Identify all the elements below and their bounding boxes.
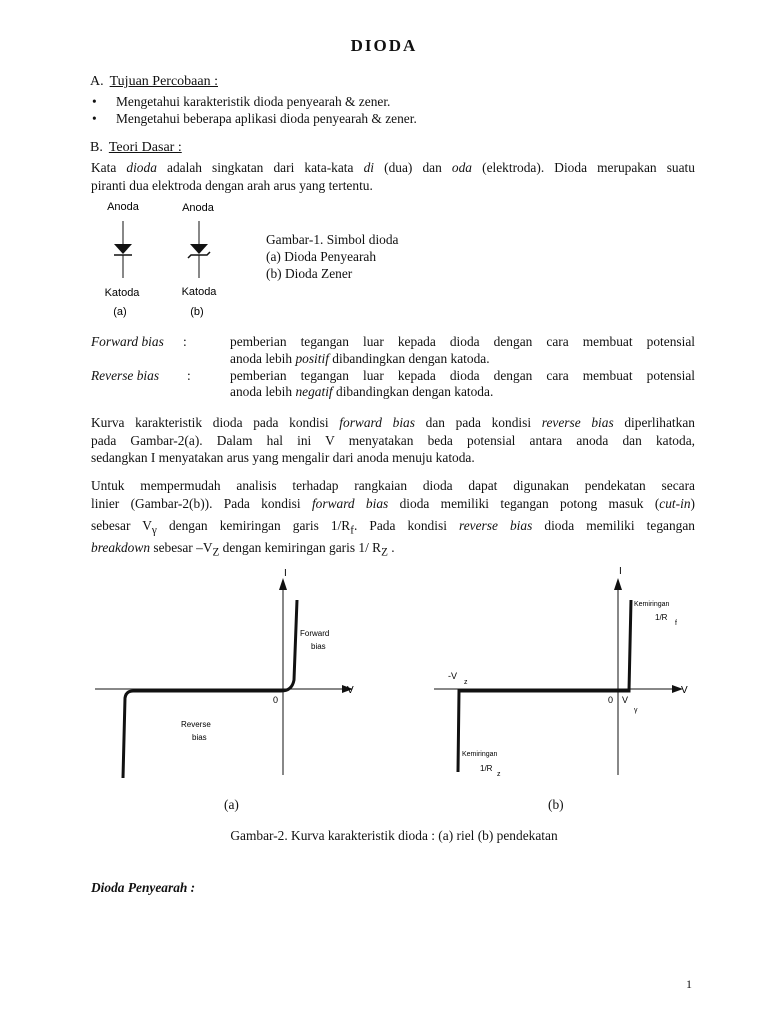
graph-b-slope-f-sub: f — [675, 620, 677, 627]
section-a-heading — [90, 74, 218, 90]
graph-b-neg-vz-sub: z — [464, 679, 468, 686]
diode-symbols-figure — [95, 196, 235, 322]
subheading-dioda-penyearah: Dioda Penyearah : — [91, 880, 196, 895]
intro-line-2: piranti dua elektroda dengan arah arus yang tertentu. — [91, 178, 373, 193]
graph-b-slope-f-1: Kemiringan — [634, 601, 670, 608]
graph-b-vgamma-sub: γ — [634, 707, 638, 714]
reverse-bias-term: Reverse bias — [91, 368, 160, 383]
graph-b-slope-z-2: 1/R — [480, 764, 493, 773]
katoda-label-a: Katoda — [104, 287, 140, 299]
graph-a-reverse-2: bias — [192, 733, 207, 742]
forward-bias-term: Forward bias — [91, 334, 164, 349]
reverse-bias-def-line2: anoda lebih negatif dibandingkan dengan katoda. — [230, 384, 494, 399]
page-title: DIODA — [350, 36, 418, 55]
figure1-caption-a: (a) Dioda Penyearah — [266, 249, 377, 264]
anoda-label-a: Anoda — [107, 201, 139, 213]
anoda-label-b: Anoda — [182, 202, 214, 214]
bullet-item: • Mengetahui beberapa aplikasi dioda penyearah & zener. — [92, 110, 417, 127]
katoda-label-b: Katoda — [181, 286, 217, 298]
graph-b-slope-z-1: Kemiringan — [462, 751, 498, 758]
forward-bias-def-line1: pemberian tegangan luar kepada dioda dengan cara membuat potensial — [230, 334, 695, 349]
figure1-caption-b: (b) Dioda Zener — [266, 266, 353, 281]
intro-line-1: Kata dioda adalah singkatan dari kata-kata di (dua) dan oda (elektroda). Dioda merupakan suatu — [91, 160, 695, 175]
reverse-bias-colon: : — [187, 368, 191, 383]
graph-b-slope-f-2: 1/R — [655, 613, 668, 622]
section-a-title: Tujuan Percobaan : — [109, 74, 218, 89]
page-number: 1 — [686, 977, 692, 991]
graph-b-origin: 0 — [608, 695, 614, 705]
graph-b-axis-v: V — [681, 685, 688, 696]
bullet-item: • Mengetahui karakteristik dioda penyearah & zener. — [92, 93, 390, 110]
graph-b-curve — [458, 600, 631, 772]
graph-a-origin: 0 — [273, 695, 279, 705]
graph-a-axis-v: V — [347, 685, 354, 696]
forward-bias-def-line2: anoda lebih positif dibandingkan dengan katoda. — [230, 351, 490, 366]
graph-a-label: (a) — [224, 797, 239, 812]
reverse-bias-def-line1: pemberian tegangan luar kepada dioda dengan cara membuat potensial — [230, 368, 695, 383]
section-b-letter: B. — [90, 140, 103, 155]
para-kurva-line1: Kurva karakteristik dioda pada kondisi forward bias dan pada kondisi reverse bias diperlihatkan — [91, 415, 695, 430]
para-kurva-line3: sedangkan I menyatakan arus yang mengalir dari anoda menuju katoda. — [91, 450, 475, 465]
rectifier-diode-symbol — [114, 221, 132, 278]
graph-a-axis-i: I — [284, 568, 287, 579]
para-linier-line3: sebesar $V_\gamma$ dengan kemiringan garis $1/R_f$. Pada kondisi reverse bias dioda memiliki tegangan — [91, 518, 695, 537]
para-linier-line1: Untuk mempermudah analisis terhadap rangkaian dioda dapat digunakan pendekatan secara — [91, 478, 695, 493]
graph-b-vgamma: V — [622, 695, 629, 705]
zener-diode-symbol — [188, 221, 210, 278]
figure1-label-a: (a) — [113, 306, 127, 318]
forward-bias-colon: : — [183, 334, 187, 349]
figure1-caption-title: Gambar-1. Simbol dioda — [266, 232, 399, 247]
section-a-letter: A. — [90, 74, 104, 89]
section-b-title: Teori Dasar : — [108, 140, 182, 155]
graph-b-neg-vz: -V — [448, 671, 457, 681]
figure1-label-b: (b) — [190, 306, 204, 318]
figure2-caption: Gambar-2. Kurva karakteristik dioda : (a) riel (b) pendekatan — [230, 828, 558, 843]
graph-a-forward-1: Forward — [300, 629, 330, 638]
section-b-heading — [90, 140, 182, 156]
graph-b-slope-z-sub: z — [497, 771, 501, 778]
graph-b-approx-curve — [430, 560, 700, 785]
graph-b-axis-i: I — [619, 566, 622, 577]
graph-a-forward-2: bias — [311, 642, 326, 651]
para-linier-line4: breakdown sebesar $-V_Z$ dengan kemiringan garis 1/ $R_Z$ . — [91, 540, 395, 559]
para-linier-line2: linier (Gambar-2(b)). Pada kondisi forward bias dioda memiliki tegangan potong masuk (cut-in) — [91, 496, 695, 511]
para-kurva-line2: pada Gambar-2(a). Dalam hal ini V menyatakan beda potensial antara anoda dan katoda, — [91, 433, 695, 448]
graph-b-label: (b) — [548, 797, 564, 812]
graph-a-real-curve — [95, 560, 365, 785]
graph-a-reverse-1: Reverse — [181, 720, 211, 729]
